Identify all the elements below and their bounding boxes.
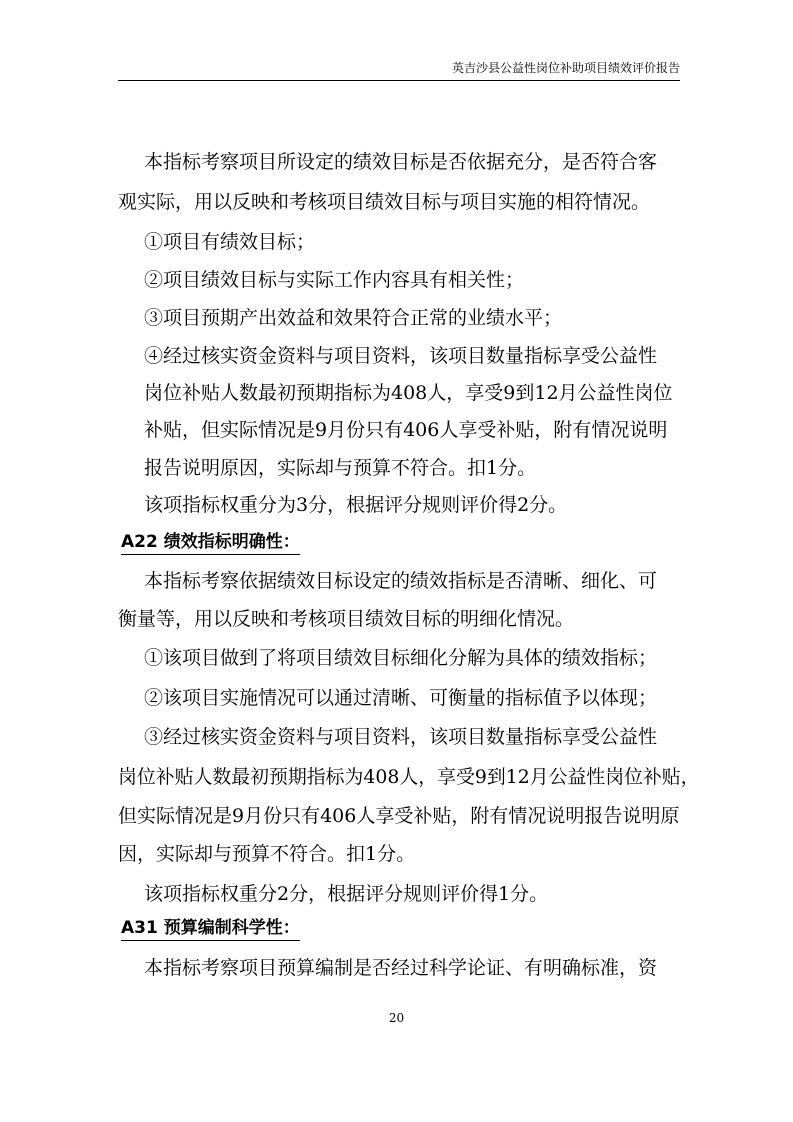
list-item: ②该项目实施情况可以通过清晰、可衡量的指标值予以体现； [144, 687, 658, 709]
header-title: 英吉沙县公益性岗位补助项目绩效评价报告 [451, 61, 680, 75]
score-statement: 该项指标权重分为3分，根据评分规则评价得2分。 [144, 494, 568, 516]
list-item: ①该项目做到了将项目绩效目标细化分解为具体的绩效指标； [144, 647, 658, 669]
list-item: ①项目有绩效目标； [144, 231, 316, 253]
section-heading-a22: A22 绩效指标明确性： [121, 531, 300, 555]
list-item-continuation: 补贴，但实际情况是9月份只有406人享受补贴，附有情况说明 [144, 419, 668, 441]
paragraph-line: 本指标考察项目所设定的绩效目标是否依据充分，是否符合客 [144, 151, 658, 173]
paragraph-line: 本指标考察项目预算编制是否经过科学论证、有明确标准，资 [144, 957, 658, 979]
paragraph-line: 因，实际却与预算不符合。扣1分。 [118, 843, 416, 865]
paragraph-line: 本指标考察依据绩效目标设定的绩效指标是否清晰、细化、可 [144, 570, 658, 592]
header-rule [118, 80, 680, 81]
list-item: ④经过核实资金资料与项目资料，该项目数量指标享受公益性 [144, 345, 658, 367]
page-number: 20 [388, 1011, 405, 1025]
list-item: ③项目预期产出效益和效果符合正常的业绩水平； [144, 307, 563, 329]
list-item-continuation: 报告说明原因，实际却与预算不符合。扣1分。 [144, 457, 537, 479]
paragraph-line: 衡量等，用以反映和考核项目绩效目标的明细化情况。 [118, 608, 575, 630]
score-statement: 该项指标权重分2分，根据评分规则评价得1分。 [144, 883, 549, 905]
list-item: ②项目绩效目标与实际工作内容具有相关性； [144, 269, 525, 291]
paragraph-line: 但实际情况是9月份只有406人享受补贴，附有情况说明报告说明原 [118, 805, 680, 827]
list-item: ③经过核实资金资料与项目资料，该项目数量指标享受公益性 [144, 726, 658, 748]
section-heading-a31: A31 预算编制科学性： [121, 917, 300, 941]
paragraph-line: 岗位补贴人数最初预期指标为408人，享受9到12月公益性岗位补贴， [118, 766, 700, 788]
list-item-continuation: 岗位补贴人数最初预期指标为408人，享受9到12月公益性岗位 [144, 382, 673, 404]
paragraph-line: 观实际，用以反映和考核项目绩效目标与项目实施的相符情况。 [118, 191, 651, 213]
